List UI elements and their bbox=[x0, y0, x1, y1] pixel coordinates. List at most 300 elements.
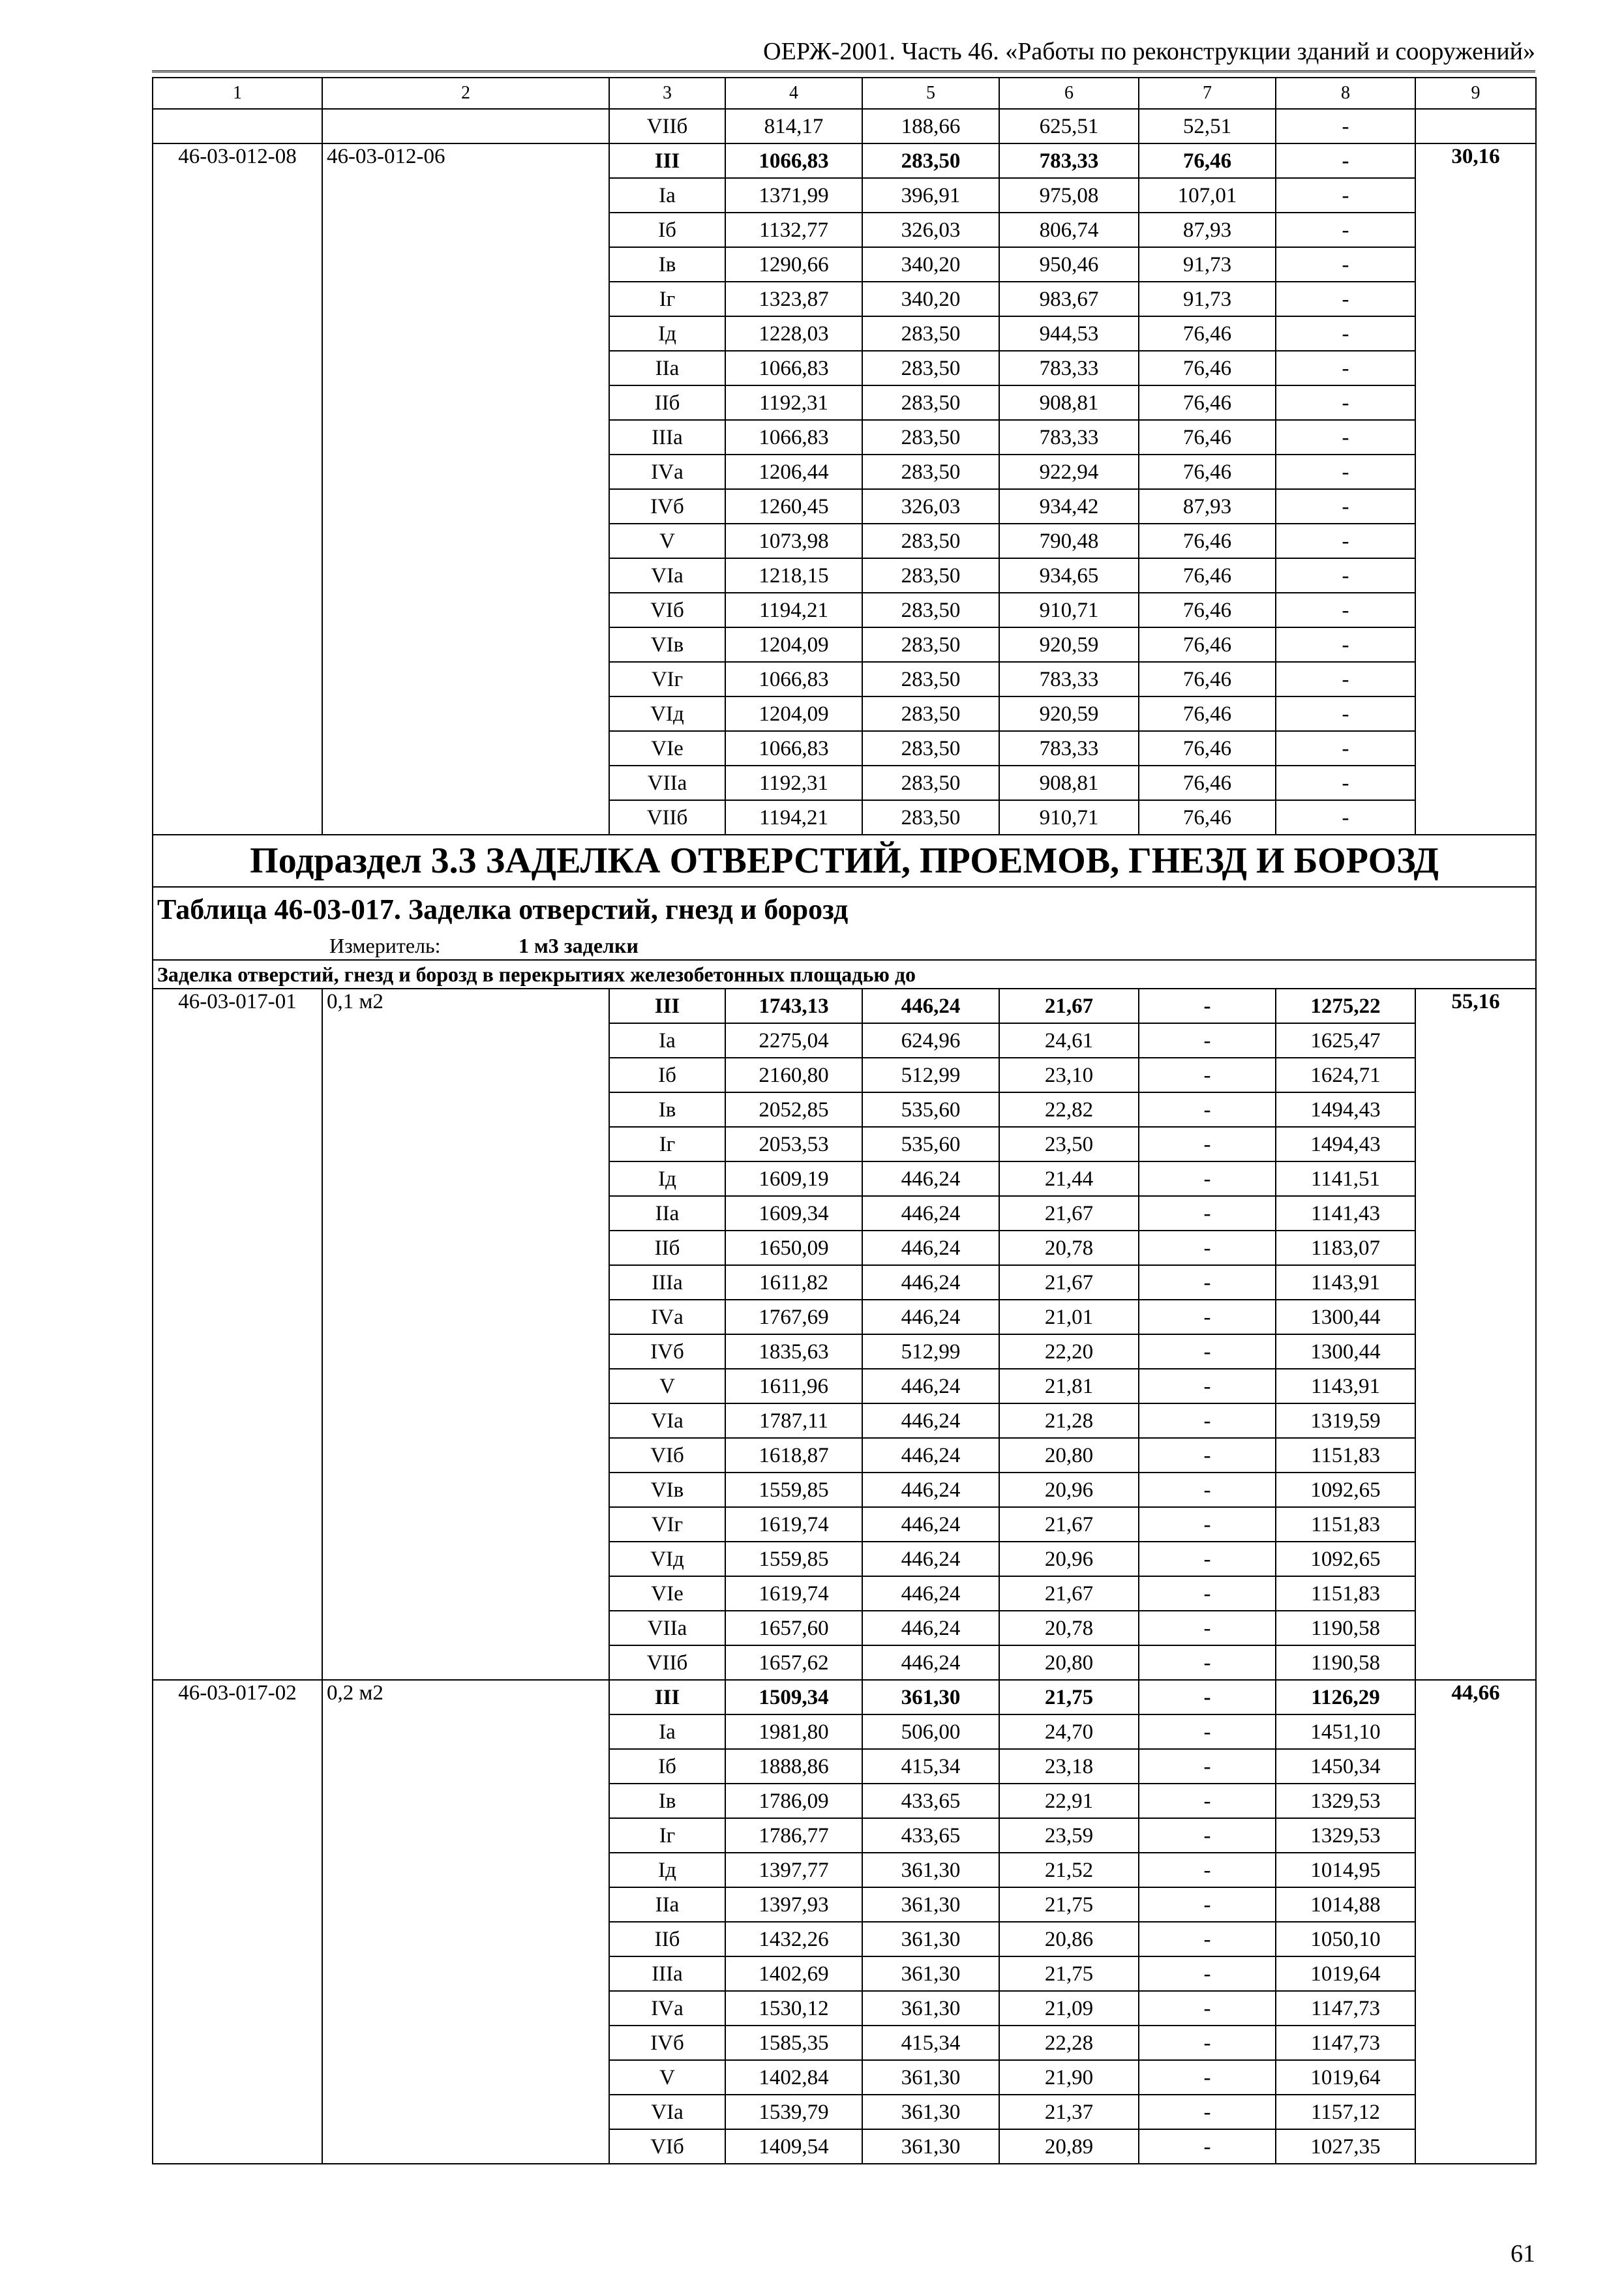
table-cell: - bbox=[1139, 1231, 1276, 1265]
table-cell: 1657,62 bbox=[725, 1645, 862, 1680]
table-cell: 1194,21 bbox=[725, 800, 862, 835]
table-cell: 1494,43 bbox=[1276, 1092, 1415, 1127]
table-cell: 446,24 bbox=[862, 1542, 999, 1576]
table-cell: IIб bbox=[609, 1231, 725, 1265]
table-cell: 23,59 bbox=[999, 1818, 1139, 1853]
table-cell: 1451,10 bbox=[1276, 1714, 1415, 1749]
table-cell: 1409,54 bbox=[725, 2129, 862, 2164]
section-row bbox=[153, 835, 1536, 887]
table-cell: - bbox=[1139, 1161, 1276, 1196]
table-cell: - bbox=[1139, 1645, 1276, 1680]
table-cell: V bbox=[609, 524, 725, 558]
table-cell: 783,33 bbox=[999, 351, 1139, 385]
table-cell: 21,75 bbox=[999, 1956, 1139, 1991]
rate-name: 0,2 м2 bbox=[322, 1680, 609, 2164]
table-cell: 20,86 bbox=[999, 1922, 1139, 1956]
table-cell: IVа bbox=[609, 1991, 725, 2026]
table-cell: - bbox=[1139, 2095, 1276, 2129]
table-cell: Iг bbox=[609, 282, 725, 316]
table-cell: 24,61 bbox=[999, 1023, 1139, 1058]
table-cell: 361,30 bbox=[862, 2129, 999, 2164]
table-cell: 2053,53 bbox=[725, 1127, 862, 1161]
table-cell: 446,24 bbox=[862, 1507, 999, 1542]
table-cell: 1618,87 bbox=[725, 1438, 862, 1473]
table-cell: 283,50 bbox=[862, 524, 999, 558]
table-cell: 76,46 bbox=[1139, 420, 1276, 455]
table-cell: IIа bbox=[609, 1196, 725, 1231]
table-cell: 446,24 bbox=[862, 1576, 999, 1611]
table-cell: VIа bbox=[609, 2095, 725, 2129]
table-cell: 535,60 bbox=[862, 1127, 999, 1161]
table-cell: VIв bbox=[609, 627, 725, 662]
table-cell: IVб bbox=[609, 1334, 725, 1369]
table-cell: 535,60 bbox=[862, 1092, 999, 1127]
table-cell: VIIа bbox=[609, 1611, 725, 1645]
table-cell: - bbox=[1139, 1887, 1276, 1922]
table-cell: 1888,86 bbox=[725, 1749, 862, 1784]
table-cell: 76,46 bbox=[1139, 766, 1276, 800]
table-cell: - bbox=[1139, 1473, 1276, 1507]
table-cell: 433,65 bbox=[862, 1784, 999, 1818]
table-cell: 20,89 bbox=[999, 2129, 1139, 2164]
table-cell: 922,94 bbox=[999, 455, 1139, 489]
table-cell: 21,52 bbox=[999, 1853, 1139, 1887]
table-cell bbox=[1415, 109, 1536, 143]
table-cell: 21,81 bbox=[999, 1369, 1139, 1403]
table-cell: 21,67 bbox=[999, 1576, 1139, 1611]
table-cell: 21,90 bbox=[999, 2060, 1139, 2095]
table-cell: - bbox=[1139, 1749, 1276, 1784]
table-cell: Iа bbox=[609, 178, 725, 213]
table-cell: - bbox=[1139, 2129, 1276, 2164]
table-cell: 283,50 bbox=[862, 385, 999, 420]
table-cell: 1611,96 bbox=[725, 1369, 862, 1403]
table-cell: IIIа bbox=[609, 1265, 725, 1300]
table-cell: 934,65 bbox=[999, 558, 1139, 593]
table-cell: 1767,69 bbox=[725, 1300, 862, 1334]
table-cell: 20,80 bbox=[999, 1645, 1139, 1680]
table-cell: Iа bbox=[609, 1023, 725, 1058]
table-cell: 1619,74 bbox=[725, 1576, 862, 1611]
table-cell: 107,01 bbox=[1139, 178, 1276, 213]
table-cell: 396,91 bbox=[862, 178, 999, 213]
table-cell: 415,34 bbox=[862, 1749, 999, 1784]
table-cell: 446,24 bbox=[862, 1265, 999, 1300]
table-cell: 361,30 bbox=[862, 2060, 999, 2095]
table-row bbox=[153, 143, 1536, 178]
table-cell: 2160,80 bbox=[725, 1058, 862, 1092]
table-cell: 283,50 bbox=[862, 455, 999, 489]
table-cell: 76,46 bbox=[1139, 316, 1276, 351]
table-cell: 1509,34 bbox=[725, 1680, 862, 1714]
table-cell: 1371,99 bbox=[725, 178, 862, 213]
rate-code: 46-03-017-01 bbox=[153, 989, 322, 1680]
table-cell: 1194,21 bbox=[725, 593, 862, 627]
table-cell: 1559,85 bbox=[725, 1542, 862, 1576]
table-cell: 446,24 bbox=[862, 1300, 999, 1334]
table-cell: 415,34 bbox=[862, 2026, 999, 2060]
table-cell: IIIа bbox=[609, 1956, 725, 1991]
table-cell: 188,66 bbox=[862, 109, 999, 143]
table-cell: 2275,04 bbox=[725, 1023, 862, 1058]
table-cell: 1585,35 bbox=[725, 2026, 862, 2060]
table-cell: 1066,83 bbox=[725, 143, 862, 178]
table-cell: - bbox=[1276, 143, 1415, 178]
table-cell: Iа bbox=[609, 1714, 725, 1749]
table-cell: Iв bbox=[609, 1784, 725, 1818]
table-cell: 1609,34 bbox=[725, 1196, 862, 1231]
table-cell: 76,46 bbox=[1139, 696, 1276, 731]
table-cell: III bbox=[609, 989, 725, 1023]
table-cell: 283,50 bbox=[862, 731, 999, 766]
column-number: 4 bbox=[725, 78, 862, 109]
table-cell: 20,78 bbox=[999, 1231, 1139, 1265]
table-cell: 326,03 bbox=[862, 489, 999, 524]
table-cell: - bbox=[1139, 1403, 1276, 1438]
table-cell: - bbox=[1276, 316, 1415, 351]
table-title: Таблица 46-03-017. Заделка отверстий, гнезд и борозд bbox=[153, 887, 1536, 931]
table-cell: 1539,79 bbox=[725, 2095, 862, 2129]
table-cell: 1066,83 bbox=[725, 420, 862, 455]
table-cell: 21,01 bbox=[999, 1300, 1139, 1334]
table-cell: - bbox=[1139, 1334, 1276, 1369]
table-cell: 361,30 bbox=[862, 2095, 999, 2129]
table-cell: - bbox=[1139, 1784, 1276, 1818]
table-cell: - bbox=[1276, 213, 1415, 247]
description: Заделка отверстий, гнезд и борозд в перекрытиях железобетонных площадью до bbox=[153, 960, 1536, 989]
table-cell: 910,71 bbox=[999, 800, 1139, 835]
table-cell: - bbox=[1276, 247, 1415, 282]
table-cell: - bbox=[1139, 1991, 1276, 2026]
table-cell: 283,50 bbox=[862, 627, 999, 662]
table-cell: 433,65 bbox=[862, 1818, 999, 1853]
table-cell: 361,30 bbox=[862, 1956, 999, 1991]
table-cell: 76,46 bbox=[1139, 143, 1276, 178]
column-number: 7 bbox=[1139, 78, 1276, 109]
table-cell: - bbox=[1276, 455, 1415, 489]
table-cell: 20,96 bbox=[999, 1473, 1139, 1507]
table-cell: - bbox=[1139, 1507, 1276, 1542]
table-cell: - bbox=[1139, 1542, 1276, 1576]
rates-table bbox=[152, 77, 1537, 2164]
table-cell: 76,46 bbox=[1139, 731, 1276, 766]
table-cell: 52,51 bbox=[1139, 109, 1276, 143]
table-cell: - bbox=[1276, 420, 1415, 455]
table-cell: 361,30 bbox=[862, 1680, 999, 1714]
table-cell: Iв bbox=[609, 1092, 725, 1127]
table-cell: IIа bbox=[609, 1887, 725, 1922]
table-cell: 1126,29 bbox=[1276, 1680, 1415, 1714]
table-cell: 21,44 bbox=[999, 1161, 1139, 1196]
table-cell: 76,46 bbox=[1139, 558, 1276, 593]
page-header: ОЕРЖ-2001. Часть 46. «Работы по реконструкции зданий и сооружений» bbox=[152, 37, 1535, 72]
table-cell: III bbox=[609, 1680, 725, 1714]
table-cell: VIв bbox=[609, 1473, 725, 1507]
table-cell: 975,08 bbox=[999, 178, 1139, 213]
table-cell: - bbox=[1139, 1300, 1276, 1334]
description-row bbox=[153, 960, 1536, 989]
table-cell: 512,99 bbox=[862, 1058, 999, 1092]
table-cell: 920,59 bbox=[999, 696, 1139, 731]
table-cell: - bbox=[1139, 1922, 1276, 1956]
table-cell: - bbox=[1139, 1196, 1276, 1231]
table-cell: Iг bbox=[609, 1818, 725, 1853]
table-cell: V bbox=[609, 1369, 725, 1403]
table-cell: 283,50 bbox=[862, 316, 999, 351]
rate-name: 46-03-012-06 bbox=[322, 143, 609, 835]
table-cell: - bbox=[1139, 1714, 1276, 1749]
table-cell: 76,46 bbox=[1139, 800, 1276, 835]
table-cell: 21,75 bbox=[999, 1680, 1139, 1714]
table-cell: 23,10 bbox=[999, 1058, 1139, 1092]
table-cell: - bbox=[1139, 1438, 1276, 1473]
table-cell: 1402,84 bbox=[725, 2060, 862, 2095]
table-cell: 1151,83 bbox=[1276, 1438, 1415, 1473]
table-cell: 1494,43 bbox=[1276, 1127, 1415, 1161]
table-cell: 1019,64 bbox=[1276, 1956, 1415, 1991]
table-cell: 1192,31 bbox=[725, 766, 862, 800]
table-title-row bbox=[153, 887, 1536, 931]
table-cell: 1743,13 bbox=[725, 989, 862, 1023]
table-cell: - bbox=[1276, 489, 1415, 524]
table-cell: 625,51 bbox=[999, 109, 1139, 143]
table-cell: 1019,64 bbox=[1276, 2060, 1415, 2095]
table-cell: - bbox=[1276, 282, 1415, 316]
table-cell: IIIа bbox=[609, 420, 725, 455]
table-cell: 1066,83 bbox=[725, 731, 862, 766]
table-cell: 361,30 bbox=[862, 1887, 999, 1922]
table-cell: 21,09 bbox=[999, 1991, 1139, 2026]
rate-code: 46-03-017-02 bbox=[153, 1680, 322, 2164]
table-cell: 783,33 bbox=[999, 143, 1139, 178]
measure-value: 1 м3 заделки bbox=[519, 933, 639, 957]
table-cell: 1835,63 bbox=[725, 1334, 862, 1369]
table-cell: - bbox=[1276, 351, 1415, 385]
table-cell: 1228,03 bbox=[725, 316, 862, 351]
table-cell: 1275,22 bbox=[1276, 989, 1415, 1023]
table-cell: Iб bbox=[609, 213, 725, 247]
table-cell: 21,67 bbox=[999, 989, 1139, 1023]
table-cell: VIг bbox=[609, 662, 725, 696]
table-cell: 20,96 bbox=[999, 1542, 1139, 1576]
table-cell: VIIа bbox=[609, 766, 725, 800]
table-cell: 908,81 bbox=[999, 766, 1139, 800]
table-cell: VIIб bbox=[609, 800, 725, 835]
table-cell: 446,24 bbox=[862, 1438, 999, 1473]
table-cell: 1609,19 bbox=[725, 1161, 862, 1196]
table-cell: 783,33 bbox=[999, 420, 1139, 455]
table-cell: 1329,53 bbox=[1276, 1818, 1415, 1853]
table-cell: 790,48 bbox=[999, 524, 1139, 558]
table-cell: - bbox=[1276, 766, 1415, 800]
table-cell: Iв bbox=[609, 247, 725, 282]
table-cell: 21,28 bbox=[999, 1403, 1139, 1438]
rate-code: 46-03-012-08 bbox=[153, 143, 322, 835]
table-cell: IVа bbox=[609, 1300, 725, 1334]
table-cell: 283,50 bbox=[862, 696, 999, 731]
table-cell: 1151,83 bbox=[1276, 1576, 1415, 1611]
table-cell: 446,24 bbox=[862, 1161, 999, 1196]
labor-total: 44,66 bbox=[1415, 1680, 1536, 2164]
table-cell: 1204,09 bbox=[725, 696, 862, 731]
table-cell: Iд bbox=[609, 1853, 725, 1887]
table-cell: - bbox=[1139, 989, 1276, 1023]
table-cell: - bbox=[1139, 1058, 1276, 1092]
table-cell: 1650,09 bbox=[725, 1231, 862, 1265]
table-cell: 22,91 bbox=[999, 1784, 1139, 1818]
table-cell: 1014,95 bbox=[1276, 1853, 1415, 1887]
table-cell: 340,20 bbox=[862, 282, 999, 316]
table-cell: 814,17 bbox=[725, 109, 862, 143]
table-cell: 361,30 bbox=[862, 1853, 999, 1887]
table-cell: 1786,09 bbox=[725, 1784, 862, 1818]
table-cell: VIIб bbox=[609, 109, 725, 143]
table-cell: 1192,31 bbox=[725, 385, 862, 420]
table-cell: - bbox=[1276, 696, 1415, 731]
table-cell: IIб bbox=[609, 385, 725, 420]
table-cell: 1786,77 bbox=[725, 1818, 862, 1853]
table-cell: 950,46 bbox=[999, 247, 1139, 282]
table-cell: 283,50 bbox=[862, 766, 999, 800]
table-cell: - bbox=[1139, 1611, 1276, 1645]
table-cell: - bbox=[1139, 1956, 1276, 1991]
table-cell: 1066,83 bbox=[725, 351, 862, 385]
table-cell: 87,93 bbox=[1139, 489, 1276, 524]
table-cell: 446,24 bbox=[862, 1473, 999, 1507]
table-cell: 22,20 bbox=[999, 1334, 1139, 1369]
table-cell: VIг bbox=[609, 1507, 725, 1542]
table-cell: 1204,09 bbox=[725, 627, 862, 662]
table-cell: 910,71 bbox=[999, 593, 1139, 627]
table-cell: 91,73 bbox=[1139, 247, 1276, 282]
column-number: 1 bbox=[153, 78, 322, 109]
table-cell: 20,78 bbox=[999, 1611, 1139, 1645]
table-cell: 361,30 bbox=[862, 1991, 999, 2026]
table-cell: 1402,69 bbox=[725, 1956, 862, 1991]
measure-label: Измеритель: bbox=[329, 933, 441, 957]
table-cell: 1787,11 bbox=[725, 1403, 862, 1438]
table-cell: - bbox=[1276, 593, 1415, 627]
measure-cell bbox=[153, 931, 1536, 960]
column-number: 2 bbox=[322, 78, 609, 109]
table-cell: VIб bbox=[609, 593, 725, 627]
table-cell: 1290,66 bbox=[725, 247, 862, 282]
labor-total: 55,16 bbox=[1415, 989, 1536, 1680]
table-cell: 446,24 bbox=[862, 1369, 999, 1403]
table-cell: 1141,51 bbox=[1276, 1161, 1415, 1196]
table-cell: 446,24 bbox=[862, 1403, 999, 1438]
column-number-row bbox=[153, 78, 1536, 109]
table-cell: 1530,12 bbox=[725, 1991, 862, 2026]
table-cell: 340,20 bbox=[862, 247, 999, 282]
table-cell: - bbox=[1139, 2026, 1276, 2060]
table-cell: VIа bbox=[609, 1403, 725, 1438]
table-cell: - bbox=[1139, 1023, 1276, 1058]
table-cell: 1132,77 bbox=[725, 213, 862, 247]
table-cell: V bbox=[609, 2060, 725, 2095]
table-cell: 1066,83 bbox=[725, 662, 862, 696]
table-cell: 1657,60 bbox=[725, 1611, 862, 1645]
table-cell: 76,46 bbox=[1139, 627, 1276, 662]
table-row bbox=[153, 989, 1536, 1023]
table-cell: 2052,85 bbox=[725, 1092, 862, 1127]
table-cell: 512,99 bbox=[862, 1334, 999, 1369]
table-cell: 446,24 bbox=[862, 1231, 999, 1265]
table-cell: 1432,26 bbox=[725, 1922, 862, 1956]
table-cell bbox=[322, 109, 609, 143]
table-cell: 1323,87 bbox=[725, 282, 862, 316]
table-cell: 1619,74 bbox=[725, 1507, 862, 1542]
column-number: 6 bbox=[999, 78, 1139, 109]
table-cell: 446,24 bbox=[862, 1611, 999, 1645]
table-cell: 20,80 bbox=[999, 1438, 1139, 1473]
table-cell: - bbox=[1276, 524, 1415, 558]
table-cell: - bbox=[1276, 627, 1415, 662]
table-cell: 21,67 bbox=[999, 1196, 1139, 1231]
table-cell: 1143,91 bbox=[1276, 1369, 1415, 1403]
table-cell: Iд bbox=[609, 316, 725, 351]
table-cell: 1014,88 bbox=[1276, 1887, 1415, 1922]
table-cell: 283,50 bbox=[862, 558, 999, 593]
table-cell: IVб bbox=[609, 2026, 725, 2060]
table-cell: 1397,93 bbox=[725, 1887, 862, 1922]
column-number: 5 bbox=[862, 78, 999, 109]
table-cell: 87,93 bbox=[1139, 213, 1276, 247]
table-cell: - bbox=[1139, 1369, 1276, 1403]
table-cell: 1151,83 bbox=[1276, 1507, 1415, 1542]
section-title: Подраздел 3.3 ЗАДЕЛКА ОТВЕРСТИЙ, ПРОЕМОВ, ГНЕЗД И БОРОЗД bbox=[153, 835, 1536, 887]
table-cell: - bbox=[1139, 2060, 1276, 2095]
table-cell: 1611,82 bbox=[725, 1265, 862, 1300]
table-cell: 1143,91 bbox=[1276, 1265, 1415, 1300]
table-cell: - bbox=[1139, 1127, 1276, 1161]
table-cell: VIд bbox=[609, 1542, 725, 1576]
table-cell: 908,81 bbox=[999, 385, 1139, 420]
table-cell: 944,53 bbox=[999, 316, 1139, 351]
table-cell: 76,46 bbox=[1139, 524, 1276, 558]
table-cell: - bbox=[1139, 1265, 1276, 1300]
table-cell: 1397,77 bbox=[725, 1853, 862, 1887]
table-cell: Iд bbox=[609, 1161, 725, 1196]
table-cell: 283,50 bbox=[862, 351, 999, 385]
table-cell: 1981,80 bbox=[725, 1714, 862, 1749]
table-cell: 1300,44 bbox=[1276, 1334, 1415, 1369]
table-cell: - bbox=[1276, 178, 1415, 213]
table-cell: 1147,73 bbox=[1276, 1991, 1415, 2026]
table-cell: 76,46 bbox=[1139, 385, 1276, 420]
table-cell: 1329,53 bbox=[1276, 1784, 1415, 1818]
table-cell: 446,24 bbox=[862, 1196, 999, 1231]
table-cell: 1625,47 bbox=[1276, 1023, 1415, 1058]
table-cell: IIа bbox=[609, 351, 725, 385]
table-cell: Iб bbox=[609, 1749, 725, 1784]
table-cell: IIб bbox=[609, 1922, 725, 1956]
table-cell: VIб bbox=[609, 1438, 725, 1473]
table-cell: 1157,12 bbox=[1276, 2095, 1415, 2129]
table-cell: 23,50 bbox=[999, 1127, 1139, 1161]
table-cell: 21,67 bbox=[999, 1265, 1139, 1300]
table-cell: 1050,10 bbox=[1276, 1922, 1415, 1956]
table-cell: 283,50 bbox=[862, 800, 999, 835]
table-cell: 361,30 bbox=[862, 1922, 999, 1956]
table-cell: 1073,98 bbox=[725, 524, 862, 558]
table-cell: 1300,44 bbox=[1276, 1300, 1415, 1334]
table-cell: 1190,58 bbox=[1276, 1611, 1415, 1645]
table-cell: 806,74 bbox=[999, 213, 1139, 247]
table-cell: 446,24 bbox=[862, 989, 999, 1023]
table-cell: 22,28 bbox=[999, 2026, 1139, 2060]
table-cell: 76,46 bbox=[1139, 593, 1276, 627]
